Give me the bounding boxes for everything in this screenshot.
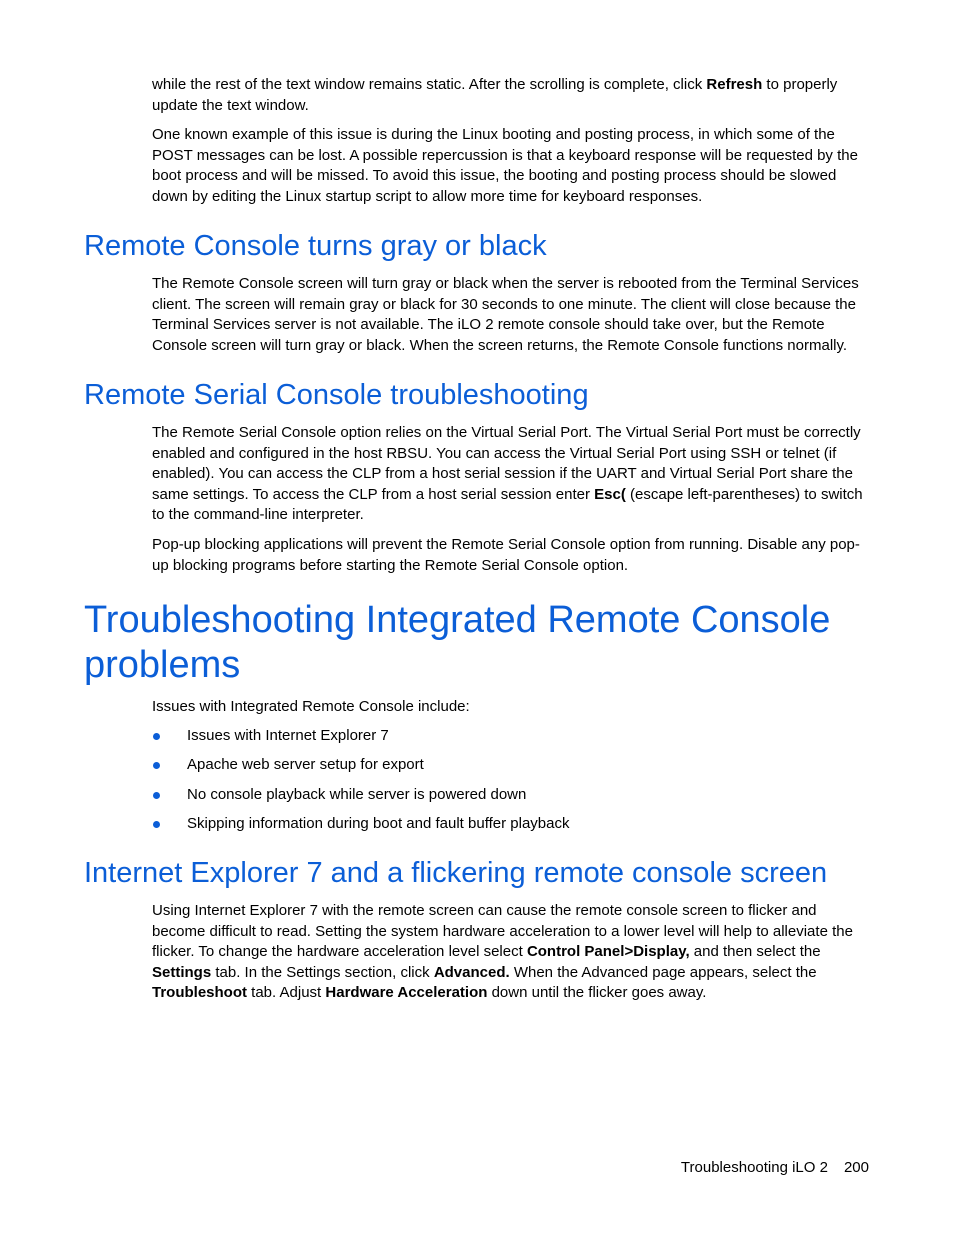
bold-term: Esc( — [594, 485, 626, 503]
heading-remote-console-gray: Remote Console turns gray or black — [84, 230, 547, 262]
bullet-icon — [153, 821, 160, 828]
footer-section-title: Troubleshooting iLO 2 — [680, 1159, 828, 1176]
list-item-text: Apache web server setup for export — [187, 756, 424, 774]
list-item-text: No console playback while server is powered down — [187, 785, 527, 803]
heading-remote-serial-console: Remote Serial Console troubleshooting — [84, 379, 589, 411]
list-item-text: Issues with Internet Explorer 7 — [187, 727, 389, 744]
serial-paragraph-1: The Remote Serial Console option relies on the Virtual Serial Port. The Virtual Serial Port must be correctly enabled and configured in the host RBSU. You can access the Virtual Serial Port using SSH or telnet (if enabled). You can access the CLP from a host serial session if the UART and Virtual Serial Port share the same settings. To access the CLP from a host serial session enter Esc( (escape left-parentheses) to switch to the command-line interpreter. — [152, 424, 863, 524]
list-item — [152, 726, 569, 755]
bullet-icon — [153, 762, 160, 769]
bold-term: Control Panel>Display, — [526, 943, 690, 961]
list-item — [152, 785, 569, 814]
ie7-paragraph-1: Using Internet Explorer 7 with the remote screen can cause the remote console screen to flicker and become difficult to read. Setting the system hardware acceleration to a lower level will help to alleviate the flicker. To change the hardware acceleration level select Control Panel>Display, and then select the Settings tab. In the Settings section, click Advanced. When the Advanced page appears, select the Troubleshoot tab. Adjust Hardware Acceleration down until the flicker goes away. — [152, 902, 853, 1002]
serial-paragraph-2: Pop-up blocking applications will prevent the Remote Serial Console option from running. Disable any pop-up blocking programs before starting the Remote Serial Console option. — [152, 536, 860, 574]
bold-term: Advanced. — [433, 963, 510, 981]
heading-ie7-flicker: Internet Explorer 7 and a flickering remote console screen — [84, 857, 828, 889]
gray-paragraph-1: The Remote Console screen will turn gray or black when the server is rebooted from the Terminal Services client. The screen will remain gray or black for 30 seconds to one minute. The client will close because the Terminal Services server is not available. The iLO 2 remote console should take over, but the Remote Console screen will turn gray or black. When the screen returns, the Remote Console functions normally. — [152, 275, 859, 354]
bold-term: Refresh — [706, 76, 763, 93]
bullet-icon — [153, 792, 160, 799]
list-item — [152, 755, 569, 784]
intro-paragraph-1: while the rest of the text window remains static. After the scrolling is complete, click Refresh to properly update the text window. — [152, 76, 838, 114]
page-number: 200 — [843, 1159, 869, 1176]
list-item-text: Skipping information during boot and fault buffer playback — [187, 814, 570, 832]
heading-troubleshooting-irc: Troubleshooting Integrated Remote Console problems — [84, 599, 831, 686]
list-item — [152, 814, 569, 843]
irc-issue-list — [152, 726, 569, 843]
bold-term: Settings — [152, 963, 212, 981]
page-footer — [681, 1158, 869, 1178]
bold-term: Troubleshoot — [152, 984, 247, 1002]
bold-term: Hardware Acceleration — [325, 984, 488, 1002]
irc-intro: Issues with Integrated Remote Console include: — [152, 698, 470, 715]
bullet-icon — [153, 733, 160, 740]
intro-paragraph-2: One known example of this issue is during the Linux booting and posting process, in which some of the POST messages can be lost. A possible repercussion is that a keyboard response will be requested by the boot process and will be missed. To avoid this issue, the booting and posting process should be slowed down by editing the Linux startup script to allow more time for keyboard responses. — [152, 126, 858, 205]
